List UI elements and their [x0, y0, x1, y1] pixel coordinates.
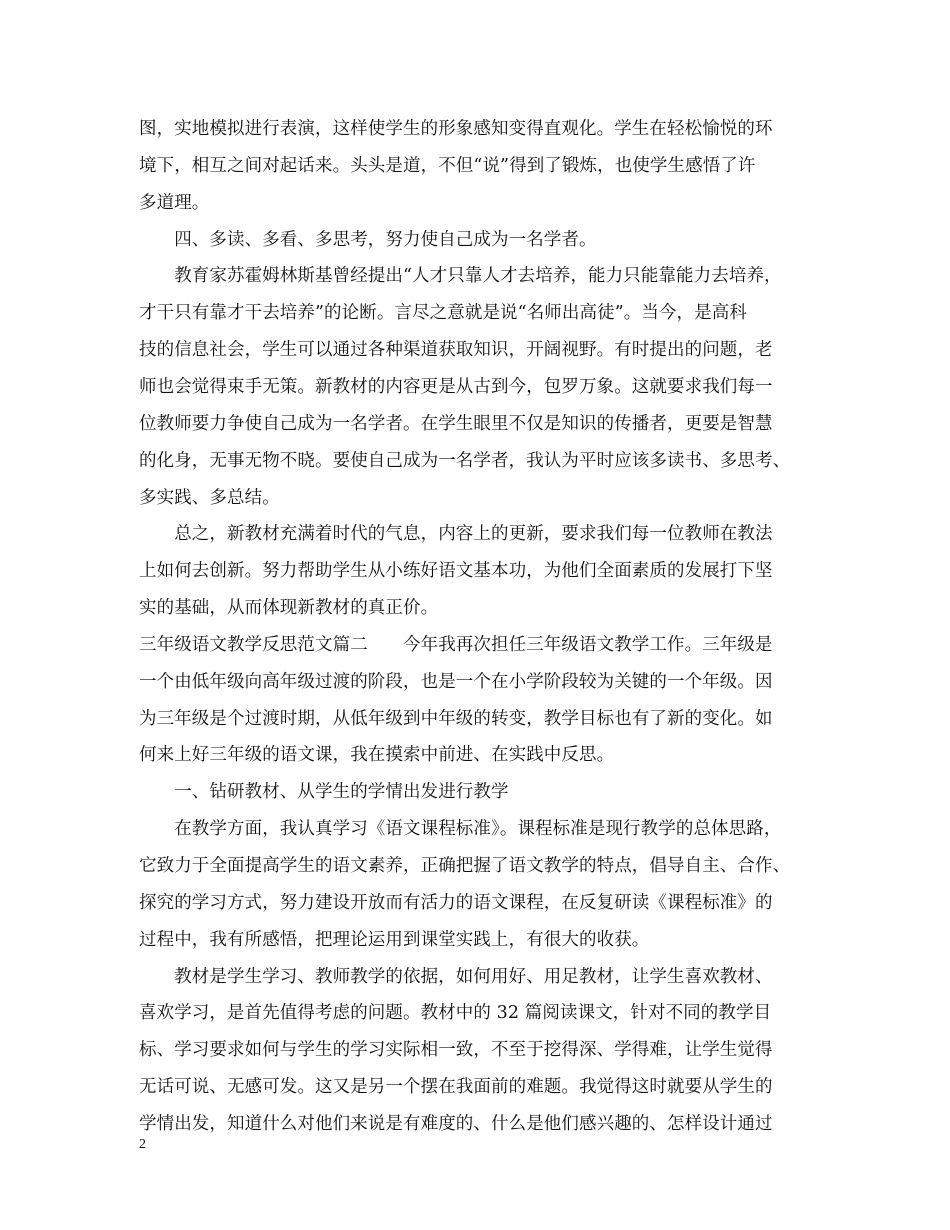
text-line: 多实践、多总结。 — [139, 488, 280, 508]
text-line: 何来上好三年级的语文课，我在摸索中前进、在实践中反思。 — [139, 745, 615, 765]
text-line: 探究的学习方式，努力建设开放而有活力的语文课程，在反复研读《课程标准》的 — [139, 893, 773, 913]
text-line: 图，实地模拟进行表演，这样使学生的形象感知变得直观化。学生在轻松愉悦的环 — [139, 119, 773, 139]
text-line: 学情出发，知道什么对他们来说是有难度的、什么是他们感兴趣的、怎样设计通过 — [139, 1114, 773, 1134]
text-line: 三年级语文教学反思范文篇二 今年我再次担任三年级语文教学工作。三年级是 — [139, 635, 773, 655]
text-line: 师也会觉得束手无策。新教材的内容更是从古到今，包罗万象。这就要求我们每一 — [139, 377, 773, 397]
text-line: 一、钻研教材、从学生的学情出发进行教学 — [139, 782, 509, 802]
text-line: 在教学方面，我认真学习《语文课程标准》。课程标准是现行教学的总体思路， — [139, 819, 782, 839]
page-number: 2 — [139, 1137, 146, 1152]
text-line: 为三年级是个过渡时期，从低年级到中年级的转变，教学目标也有了新的变化。如 — [139, 709, 773, 729]
text-line: 一个由低年级向高年级过渡的阶段，也是一个在小学阶段较为关键的一个年级。因 — [139, 672, 773, 692]
text-line: 位教师要力争使自己成为一名学者。在学生眼里不仅是知识的传播者，更要是智慧 — [139, 414, 773, 434]
text-line: 标、学习要求如何与学生的学习实际相一致，不至于挖得深、学得难，让学生觉得 — [139, 1040, 773, 1060]
text-line: 教育家苏霍姆林斯基曾经提出“人才只靠人才去培养，能力只能靠能力去培养， — [139, 266, 782, 286]
text-line: 无话可说、无感可发。这又是另一个摆在我面前的难题。我觉得这时就要从学生的 — [139, 1077, 773, 1097]
text-line: 多道理。 — [139, 193, 210, 213]
text-line: 它致力于全面提高学生的语文素养，正确把握了语文教学的特点，倡导自主、合作、 — [139, 856, 791, 876]
text-line: 技的信息社会，学生可以通过各种渠道获取知识，开阔视野。有时提出的问题，老 — [139, 340, 773, 360]
text-line: 教材是学生学习、教师教学的依据，如何用好、用足教材，让学生喜欢教材、 — [139, 967, 773, 987]
text-line: 的化身，无事无物不晓。要使自己成为一名学者，我认为平时应该多读书、多思考、 — [139, 451, 791, 471]
text-line: 上如何去创新。努力帮助学生从小练好语文基本功，为他们全面素质的发展打下坚 — [139, 561, 773, 581]
text-line: 实的基础，从而体现新教材的真正价。 — [139, 598, 439, 618]
text-line: 四、多读、多看、多思考，努力使自己成为一名学者。 — [139, 230, 597, 250]
text-line: 过程中，我有所感悟，把理论运用到课堂实践上，有很大的收获。 — [139, 930, 650, 950]
text-line: 喜欢学习，是首先值得考虑的问题。教材中的 32 篇阅读课文，针对不同的教学目 — [139, 1003, 772, 1023]
text-line: 境下，相互之间对起话来。头头是道，不但“说”得到了锻炼，也使学生感悟了许 — [139, 156, 756, 176]
text-line: 总之，新教材充满着时代的气息，内容上的更新，要求我们每一位教师在教法 — [139, 524, 773, 544]
text-line: 才干只有靠才干去培养”的论断。言尽之意就是说“名师出高徒”。当今，是高科 — [139, 303, 747, 323]
